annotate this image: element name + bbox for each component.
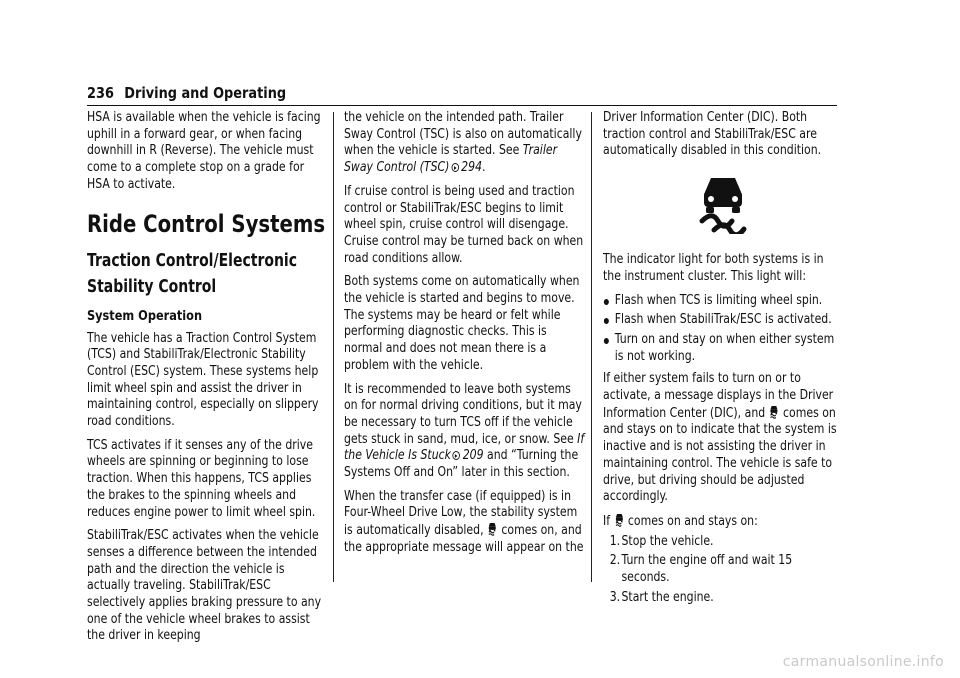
steps-list: [603, 534, 843, 607]
paragraph-cruise: If cruise control is being used and traction control or StabiliTrak/ESC begins to limit wheel spin, cruise control will disengage. Cruise control may be turned back on when road conditions allow.: [344, 183, 584, 266]
page-reference-icon: [453, 451, 461, 460]
paragraph-continued-text: the vehicle on the intended path. Trailer Sway Control (TSC) is also on automatically when the vehicle is started. See: [344, 110, 582, 159]
step-text: Stop the vehicle.: [621, 533, 714, 549]
paragraph-transfer-tail: comes on, and the appropriate message will appear on the: [344, 523, 584, 555]
page-header: [87, 83, 837, 102]
link-vehicle-stuck[interactable]: If the Vehicle Is Stuck: [344, 431, 585, 464]
paragraph-transfer-case: [344, 489, 584, 557]
step-number: 1.: [609, 533, 621, 549]
paragraph-both-systems: Both systems come on automatically when the vehicle is started and begins to move. The systems may be heard or felt while performing diagnostic checks. This is normal and does not mean there is a problem with the vehicle.: [344, 274, 580, 373]
paragraph-fails-tail: comes on and stays on to indicate that the system is inactive and is not assisting the driver in maintaining control. The vehicle is safe to drive, but driving should be adjusted accordingly.: [603, 405, 837, 505]
indicator-bullet-list: [603, 293, 843, 366]
column-divider: [591, 112, 592, 582]
list-item: Flash when TCS is limiting wheel spin.: [603, 293, 843, 310]
header-rule: [87, 105, 837, 106]
indicator-figure: [603, 174, 843, 238]
link-trailer-sway-control[interactable]: Trailer Sway Control (TSC): [344, 143, 558, 176]
paragraph-if-text: If: [603, 513, 614, 529]
paragraph-transfer-text: When the transfer case (if equipped) is in Four-Wheel Drive Low, the stability system is automatically disabled,: [344, 488, 578, 539]
list-item: Turn on and stay on when either system is not working.: [603, 332, 843, 365]
column-1: [87, 110, 327, 652]
traction-off-icon: [488, 522, 497, 536]
paragraph-fails-text: If either system fails to turn on or to activate, a message displays in the Driver Information Center (DIC), and: [603, 371, 834, 421]
heading-traction-control: [87, 248, 343, 300]
traction-off-icon: [769, 405, 778, 419]
heading-traction-line1: Traction Control/Electronic: [87, 250, 298, 271]
paragraph-dic: Driver Information Center (DIC). Both traction control and StabiliTrak/ESC are automatically disabled in this condition.: [603, 110, 822, 159]
page-ref-294[interactable]: 294: [461, 160, 483, 176]
heading-traction-line2: Stability Control: [87, 276, 217, 297]
paragraph-continued: the vehicle on the intended path. Trailer Sway Control (TSC) is also on automatically when the vehicle is started. See Trailer Sway Control (TSC) 294.: [344, 110, 582, 176]
traction-control-indicator-icon: [697, 174, 749, 234]
column-3: [603, 110, 843, 609]
step-number: 2.: [609, 553, 621, 569]
heading-system-operation: System Operation: [87, 307, 203, 324]
paragraph-if-tail: comes on and stays on:: [624, 513, 758, 529]
section-title: Driving and Operating: [124, 84, 287, 102]
step-text: Start the engine.: [621, 589, 714, 605]
paragraph-hsa: HSA is available when the vehicle is facing uphill in a forward gear, or when facing downhill in R (Reverse). The vehicle must come to a complete stop on a grade for HSA to activate.: [87, 110, 321, 192]
step-text: Turn the engine off and wait 15 seconds.: [621, 553, 793, 586]
paragraph-tcs: TCS activates if it senses any of the drive wheels are spinning or beginning to lose traction. When this happens, TCS applies the brakes to the spinning wheels and reduces engine power to limit wheel spin.: [87, 437, 316, 520]
watermark: carmanualsonline.info: [782, 654, 944, 670]
step-item: [603, 534, 843, 551]
column-divider: [333, 112, 334, 582]
header-title: [87, 84, 286, 102]
step-item: [603, 553, 843, 586]
page-number: 236: [87, 84, 114, 102]
paragraph-system: The vehicle has a Traction Control System (TCS) and StabiliTrak/Electronic Stability Control (ESC) system. These systems help limit wheel spin and assist the driver in maintaining control, especially on slippery road conditions.: [87, 330, 319, 430]
step-item: [603, 590, 843, 607]
heading-ride-control-systems: Ride Control Systems: [87, 209, 326, 238]
list-item: Flash when StabiliTrak/ESC is activated.: [603, 312, 843, 329]
paragraph-esc: StabiliTrak/ESC activates when the vehicle senses a difference between the intended path and the direction the vehicle is actually traveling. StabiliTrak/ESC selectively applies braking pressure to any one of the vehicle wheel brakes to assist the driver in keeping: [87, 528, 322, 644]
paragraph-recommended-text: It is recommended to leave both systems on for normal driving conditions, but it may be necessary to turn TCS off if the vehicle gets stuck in sand, mud, ice, or snow. See: [344, 381, 582, 447]
column-2: [344, 110, 584, 564]
page-ref-209[interactable]: 209: [462, 448, 484, 464]
paragraph-system-fails: [603, 371, 843, 506]
step-number: 3.: [609, 589, 621, 605]
paragraph-indicator: The indicator light for both systems is in the instrument cluster. This light will:: [603, 252, 824, 284]
paragraph-recommended: [344, 382, 584, 482]
paragraph-if-comes-on: [603, 513, 843, 531]
paragraph-recommended-tail: and “Turning the Systems Off and On” later in this section.: [344, 448, 579, 481]
traction-off-icon: [614, 513, 623, 527]
page-reference-icon: [451, 163, 459, 172]
